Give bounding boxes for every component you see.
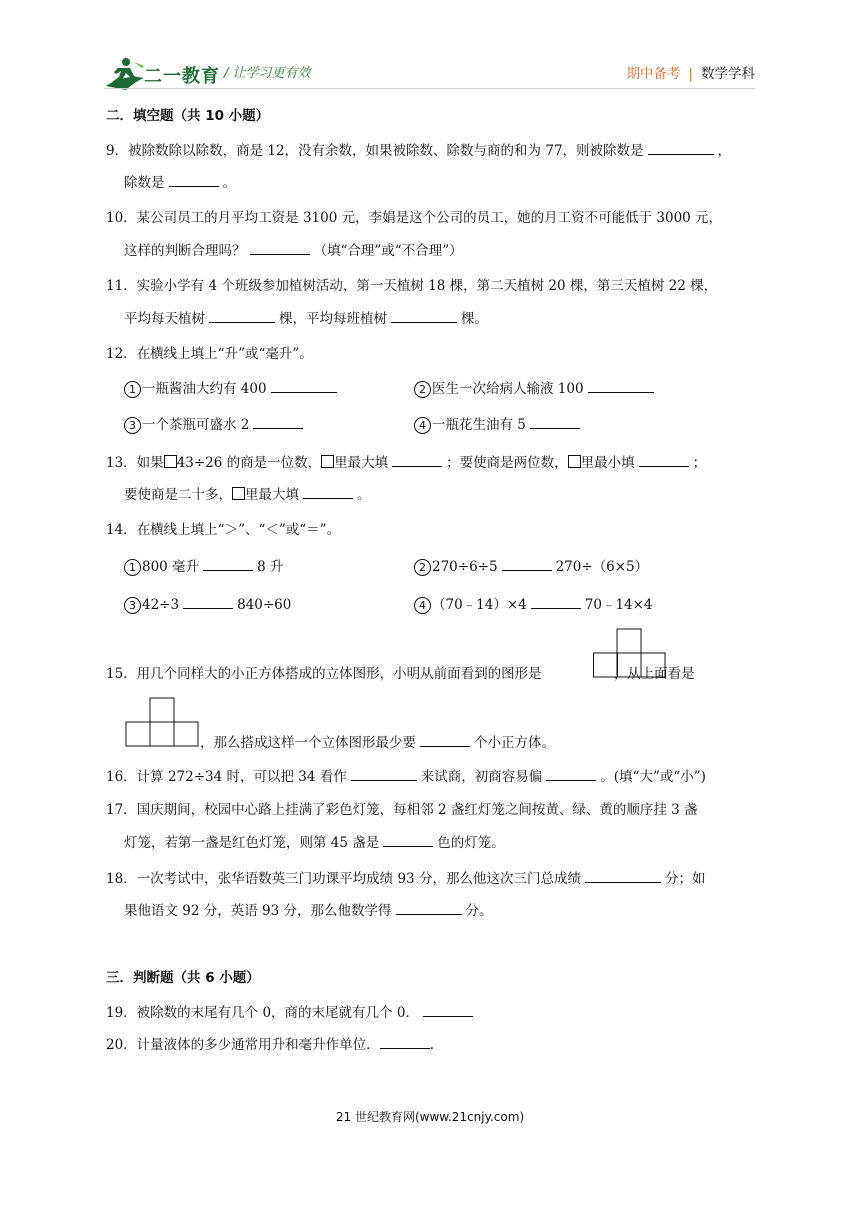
q14-option-4-left: （70﹣14）×4	[432, 597, 527, 613]
q9-blank-divisor[interactable]	[169, 172, 219, 187]
logo-text: 二一教育	[144, 66, 220, 87]
q12-option-3	[124, 414, 307, 435]
q16-blank-2[interactable]	[546, 766, 596, 781]
front-view-cube-3	[641, 653, 665, 677]
q19-text: 19．被除数的末尾有几个 0，商的末尾就有几个 0．	[106, 1005, 419, 1021]
q15-blank[interactable]	[420, 732, 470, 747]
header-right	[626, 62, 755, 82]
q16-blank-1[interactable]	[351, 766, 417, 781]
q13-text-1a: 13．如果	[106, 455, 164, 471]
q12-blank-4[interactable]	[530, 414, 580, 429]
top-view-cube-2	[150, 722, 174, 746]
q12-option-4-text: 一瓶花生油有 5	[432, 417, 526, 433]
q13-text-1e: 里最小填	[580, 455, 635, 471]
q17-text-2a: 灯笼，若第一盏是红色灯笼，则第 45 盏是	[124, 835, 380, 851]
top-view-cubes-figure	[125, 697, 199, 747]
front-view-cube-2	[617, 653, 641, 677]
q18-text-1a: 18．一次考试中，张华语数英三门功课平均成绩 93 分，那么他这次三门总成绩	[106, 871, 581, 887]
circled-number-1: 1	[124, 559, 141, 576]
exam-label: 期中备考	[626, 66, 681, 82]
q12-blank-1[interactable]	[271, 378, 337, 393]
question-16	[106, 766, 706, 787]
q12-blank-3[interactable]	[253, 414, 303, 429]
q10-blank[interactable]	[250, 240, 310, 255]
q9-blank-dividend[interactable]	[648, 140, 714, 155]
q13-text-2a: 要使商是二十多，	[124, 487, 232, 503]
circled-number-2: 2	[414, 559, 431, 576]
q16-text-b: 来试商，初商容易偏	[420, 769, 543, 785]
q18-text-1b: 分；如	[664, 871, 706, 887]
circled-number-1: 1	[124, 381, 141, 398]
q9-text-2-end: 。	[222, 175, 236, 191]
question-13-line-1	[106, 452, 706, 473]
q13-text-1-end: ；	[692, 455, 707, 471]
circled-number-3: 3	[124, 417, 141, 434]
question-14-stem: 14．在横线上填上“＞”、“＜”或“＝”。	[106, 522, 341, 538]
q18-blank-total[interactable]	[585, 868, 661, 883]
q14-option-4	[414, 594, 653, 615]
q20-text-end: .	[429, 1037, 434, 1053]
q10-text-2b: （填“合理”或“不合理”）	[313, 243, 463, 259]
q14-option-3-left: 42÷3	[142, 597, 180, 613]
q10-text-2a: 这样的判断合理吗？	[124, 243, 246, 259]
front-view-cube-1	[594, 653, 618, 677]
top-view-cube-1	[126, 722, 150, 746]
q9-text-1-end: ，	[717, 143, 732, 159]
q14-option-1-right: 8 升	[257, 559, 284, 575]
slogan: / 让学习更有效	[224, 66, 311, 81]
q18-text-2a: 果他语文 92 分，英语 93 分，那么他数学得	[124, 903, 392, 919]
q20-blank[interactable]	[380, 1034, 430, 1049]
q12-option-2	[414, 378, 658, 399]
question-15-line-2	[200, 732, 555, 753]
q12-option-1	[124, 378, 341, 399]
circled-number-3: 3	[124, 597, 141, 614]
top-view-cube-3	[174, 722, 198, 746]
square-placeholder	[321, 455, 334, 468]
top-view-top-cube	[150, 698, 174, 722]
q9-text-1: 9．被除数除以除数，商是 12，没有余数，如果被除数、除数与商的和为 77，则被除数是	[106, 143, 644, 159]
q13-blank-3[interactable]	[303, 484, 353, 499]
subject-label: 数学学科	[701, 66, 755, 82]
q11-blank-per-class[interactable]	[391, 308, 457, 323]
question-12-stem: 12．在横线上填上“升”或“毫升”。	[106, 346, 313, 362]
q18-blank-math[interactable]	[396, 900, 462, 915]
q12-option-3-text: 一个茶瓶可盛水 2	[142, 417, 250, 433]
q12-option-2-text: 医生一次给病人输液 100	[432, 381, 584, 397]
q13-text-1c: 里最大填	[334, 455, 389, 471]
q13-blank-2[interactable]	[639, 452, 689, 467]
question-9-line-1	[106, 140, 731, 161]
page-header	[0, 0, 860, 96]
q12-option-1-text: 一瓶酱油大约有 400	[142, 381, 267, 397]
q17-blank[interactable]	[383, 832, 433, 847]
question-10-line-2	[124, 240, 463, 261]
question-17-line-1: 17．国庆期间，校园中心路上挂满了彩色灯笼，每相邻 2 盏红灯笼之间按黄、绿、黄的顺序挂 3 盏	[106, 802, 698, 818]
q14-option-1-left: 800 毫升	[142, 559, 200, 575]
q14-option-3-right: 840÷60	[237, 597, 292, 613]
q14-option-2	[414, 556, 648, 577]
q15-text-2a: ，那么搭成这样一个立体图形最少要	[200, 735, 416, 751]
q14-option-1	[124, 556, 283, 577]
q12-option-4	[414, 414, 584, 435]
q13-text-1d: ；要使商是两位数，	[446, 455, 568, 471]
section-title-fill-blank: 二．填空题（共 10 小题）	[106, 108, 270, 124]
question-19	[106, 1002, 477, 1023]
q15-text-1b: ，从上面看是	[613, 666, 695, 682]
q14-option-2-right: 270÷（6×5）	[555, 559, 649, 575]
square-placeholder	[232, 487, 245, 500]
header-divider	[104, 88, 755, 89]
q14-blank-1[interactable]	[203, 556, 253, 571]
q14-option-2-left: 270÷6÷5	[432, 559, 498, 575]
question-18-line-1	[106, 868, 705, 889]
square-placeholder	[568, 455, 581, 468]
question-11-line-1: 11．实验小学有 4 个班级参加植树活动，第一天植树 18 棵，第二天植树 20 棵，第三天植树 22 棵，	[106, 278, 718, 294]
q11-blank-per-day[interactable]	[209, 308, 275, 323]
q13-text-2-end: 。	[357, 487, 371, 503]
question-20	[106, 1034, 434, 1055]
q11-text-2a: 平均每天植树	[124, 311, 205, 327]
question-11-line-2	[124, 308, 488, 329]
q19-blank[interactable]	[423, 1002, 473, 1017]
q14-blank-2[interactable]	[502, 556, 552, 571]
q11-text-2b: 棵，平均每班植树	[279, 311, 387, 327]
question-17-line-2	[124, 832, 505, 853]
circled-number-4: 4	[414, 597, 431, 614]
circled-number-4: 4	[414, 417, 431, 434]
q16-text-a: 16．计算 272÷34 时，可以把 34 看作	[106, 769, 347, 785]
square-placeholder	[164, 455, 177, 468]
q11-text-2c: 棵。	[461, 311, 488, 327]
front-view-cubes-figure	[593, 628, 666, 678]
circled-number-2: 2	[414, 381, 431, 398]
q13-blank-1[interactable]	[392, 452, 442, 467]
q14-blank-4[interactable]	[531, 594, 581, 609]
q13-text-1b: 43÷26 的商是一位数，	[176, 455, 322, 471]
question-10-line-1: 10．某公司员工的月平均工资是 3100 元，李娟是这个公司的员工，她的月工资不可能低于 3000 元，	[106, 210, 723, 226]
q15-text-1a: 15．用几个同样大的小正方体搭成的立体图形，小明从前面看到的图形是	[106, 666, 542, 682]
section-title-true-false: 三．判断题（共 6 小题）	[106, 970, 260, 986]
q14-blank-3[interactable]	[183, 594, 233, 609]
question-13-line-2	[124, 484, 371, 505]
front-view-top-cube	[617, 629, 641, 653]
q14-option-3	[124, 594, 291, 615]
q15-text-2b: 个小正方体。	[474, 735, 555, 751]
header-separator: |	[688, 66, 693, 82]
q9-text-2: 除数是	[124, 175, 165, 191]
question-18-line-2	[124, 900, 493, 921]
q20-text: 20．计量液体的多少通常用升和毫升作单位．	[106, 1037, 380, 1053]
page-footer: 21 世纪教育网(www.21cnjy.com)	[335, 1110, 525, 1124]
q13-text-2b: 里最大填	[245, 487, 299, 503]
question-9-line-2	[124, 172, 236, 193]
q12-blank-2[interactable]	[588, 378, 654, 393]
q16-text-c: 。(填“大”或“小”)	[600, 769, 706, 785]
q17-text-2b: 色的灯笼。	[437, 835, 505, 851]
q18-text-2b: 分。	[465, 903, 493, 919]
q14-option-4-right: 70﹣14×4	[584, 597, 653, 613]
